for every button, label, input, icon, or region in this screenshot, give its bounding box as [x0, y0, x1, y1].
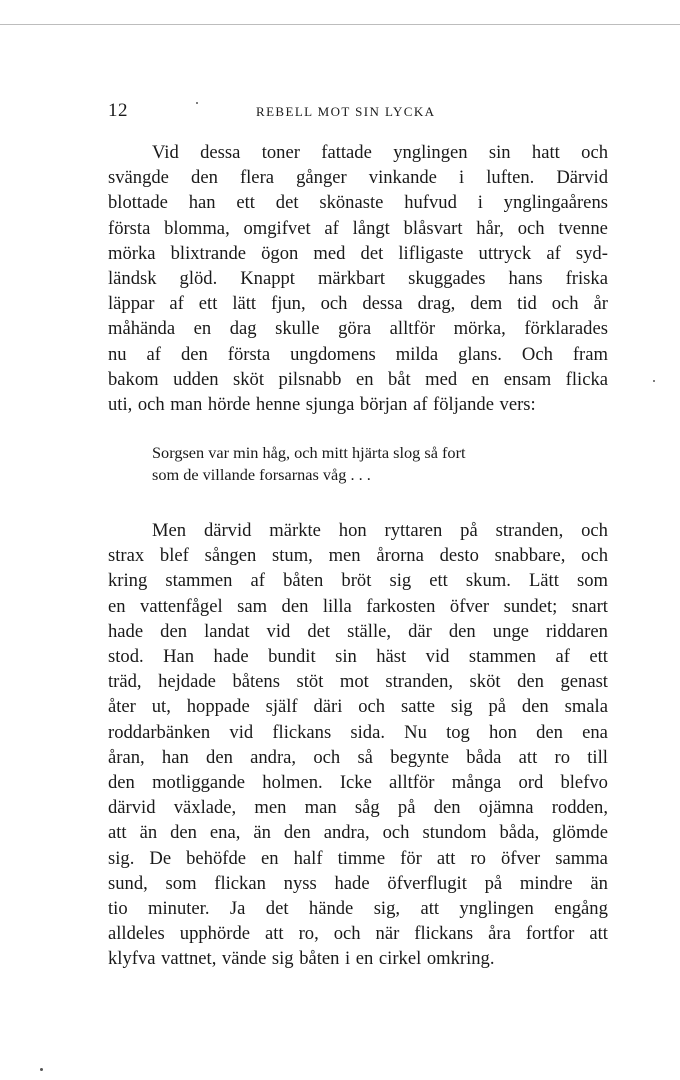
scan-speck [40, 1068, 43, 1071]
text-line: kring stammen af båten bröt sig ett skum. Lätt som [108, 570, 608, 592]
text-line: träd, hejdade båtens stöt mot stranden, sköt den genast [108, 671, 608, 693]
text-line: måhända en dag skulle göra alltför mörka, förklarades [108, 318, 608, 340]
text-line: sund, som flickan nyss hade öfverflugit på mindre än [108, 872, 608, 894]
text-line: en vattenfågel sam den lilla farkosten öfver sundet; snart [108, 595, 608, 617]
running-head: REBELL MOT SIN LYCKA [256, 104, 436, 119]
top-scan-rule [0, 24, 680, 25]
text-line: därvid växlade, men man såg på den ojämna rodden, [108, 797, 608, 819]
text-line: Vid dessa toner fattade ynglingen sin hatt och [152, 142, 608, 163]
text-line: den motliggande holmen. Icke alltför många ord blefvo [108, 772, 608, 794]
text-line: bakom udden sköt pilsnabb en båt med en ensam flicka [108, 368, 608, 390]
text-line: sig. De behöfde en half timme för att ro öfver samma [108, 847, 608, 869]
text-line: åran, han den andra, och så begynte båda att ro till [108, 746, 608, 768]
text-line: tio minuter. Ja det hände sig, att ynglingen engång [108, 898, 608, 920]
text-line: blottade han ett det skönaste hufvud i ynglingaårens [108, 192, 608, 214]
text-line: första blomma, omgifvet af långt blåsvart hår, och tvenne [108, 217, 608, 239]
text-line: alldeles upphörde att ro, och när flickans åra fortfor att [108, 923, 608, 945]
text-line: åter ut, hoppade själf däri och satte sig på den smala [108, 696, 608, 718]
scan-speck [653, 380, 655, 382]
text-line: roddarbänken vid flickans sida. Nu tog hon den ena [108, 721, 608, 743]
verse-block [152, 442, 592, 486]
text-line: Men därvid märkte hon ryttaren på stranden, och [152, 520, 608, 541]
text-line: stod. Han hade bundit sin häst vid stammen af ett [108, 646, 608, 668]
text-line: läppar af ett lätt fjun, och dessa drag, dem tid och år [108, 293, 608, 315]
text-line: att än den ena, än den andra, och stundom båda, glömde [108, 822, 608, 844]
text-line: nu af den första ungdomens milda glans. Och fram [108, 343, 608, 365]
page-header [108, 100, 608, 124]
text-line: strax blef sången stum, men årorna desto snabbare, och [108, 545, 608, 567]
text-line: svängde den flera gånger vinkande i luften. Därvid [108, 167, 608, 189]
paragraph-2 [108, 518, 608, 972]
paragraph-1 [108, 140, 608, 417]
verse-line: som de villande forsarnas våg . . . [152, 465, 371, 484]
page-number: 12 [108, 100, 128, 121]
text-line: ländsk glöd. Knappt märkbart skuggades hans friska [108, 268, 608, 290]
verse-line: Sorgsen var min håg, och mitt hjärta slog så fort [152, 443, 466, 462]
text-line: uti, och man hörde henne sjunga början af följande vers: [108, 394, 536, 416]
text-line: hade den landat vid det ställe, där den unge riddaren [108, 620, 608, 642]
text-line: klyfva vattnet, vände sig båten i en cirkel omkring. [108, 948, 495, 970]
text-line: mörka blixtrande ögon med det lifligaste uttryck af syd- [108, 242, 608, 264]
